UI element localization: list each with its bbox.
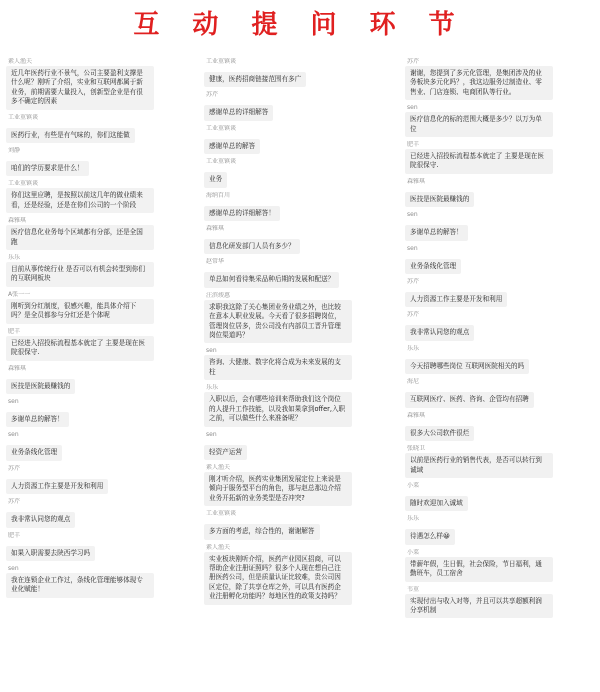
message-bubble: 互联网医疗、医药、咨询、企管均有招聘 (405, 392, 534, 407)
message-username: 小菜 (407, 481, 420, 489)
message-username: 工业重镇谈 (206, 158, 237, 166)
chat-message (405, 141, 591, 174)
chat-message (405, 104, 591, 137)
message-username: 韦重 (407, 585, 420, 593)
message-bubble: 已经进入招投标流程基本就定了 主要是现在医院很保守. (405, 149, 553, 174)
message-username: 乐乐 (407, 515, 420, 523)
chat-message (204, 510, 390, 539)
message-bubble: 已经进入招投标流程基本就定了 主要是现在医院很保守. (6, 336, 154, 361)
message-bubble: 我非常认同您的观点 (6, 512, 75, 527)
chat-message (6, 217, 192, 250)
message-bubble: 入职以后，会有哪些培训来帮助我们这个岗位的人提升工作技能，以及我如果拿到offer,入职之前，可以做些什么来准备呢？ (204, 392, 352, 426)
message-bubble: 多方面的考虑，综合性的，谢谢解答 (204, 524, 320, 539)
message-username: 森雅琪 (8, 217, 27, 225)
message-bubble: 多谢单总的解答！ (405, 225, 468, 240)
chat-message (6, 365, 192, 394)
message-username: 森雅琪 (407, 177, 426, 185)
message-bubble: 医技是医院最赚钱的 (405, 192, 474, 207)
message-bubble: 近几年医药行业不景气，公司主要盈利支撑是什么呢？刚听了介绍，实业和互联网都属于新业务，前期需要大量投入，创新型企业是有很多不确定的因素 (6, 66, 154, 110)
chat-message (6, 114, 192, 143)
message-username: sen (8, 564, 19, 572)
message-username: 工业重镇谈 (206, 124, 237, 132)
chat-message (405, 58, 591, 100)
chat-message (6, 58, 192, 110)
page-title: 互 动 提 问 环 节 (133, 10, 467, 40)
message-bubble: 今天招聘哪些岗位 互联网医院相关的吗 (405, 359, 529, 374)
message-bubble: 感谢单总的解答 (204, 139, 260, 154)
chat-message (204, 544, 390, 605)
message-bubble: 谢谢，您提到了多元化管理，是集团涉及的业务板块多元化吗？，我这边服务过制造业、零售业、门店连锁、电商团队等行业。 (405, 66, 553, 100)
message-username: 素人渔夫 (8, 58, 33, 65)
message-bubble: 人力资源工作主要是开发和利用 (405, 292, 507, 307)
message-username: 乐乐 (8, 254, 21, 262)
chat-message (405, 482, 591, 511)
chat-message (405, 445, 591, 478)
message-username: 苏芹 (407, 58, 420, 65)
message-username: 肥羊 (8, 531, 21, 539)
chat-message (405, 412, 591, 441)
message-bubble: 健康，医药招商链接范围有多广 (204, 72, 306, 87)
message-username: sen (8, 431, 19, 439)
chat-message (6, 254, 192, 287)
message-bubble: 信息化研发部门人员有多少？ (204, 239, 300, 254)
message-bubble: 刚听到分红制度，很感兴趣，能具体介绍下吗？是全员都参与分红还是个体呢 (6, 299, 154, 324)
message-bubble: 医药行业，有些是有气味的，你们这能做 (6, 128, 135, 143)
message-bubble: 医疗信息化的标的范围大概是多少？以万为单位 (405, 112, 553, 137)
chat-message (405, 345, 591, 374)
chat-column-middle[interactable] (204, 58, 390, 609)
chat-message (204, 225, 390, 254)
chat-message (405, 311, 591, 340)
chat-message (204, 91, 390, 120)
message-bubble: 我在连锁企业工作过，条线化管理能够体现专业化赋能！ (6, 573, 154, 598)
message-username: 苏芹 (8, 464, 21, 472)
chat-message (6, 328, 192, 361)
message-bubble: 业务 (204, 172, 227, 187)
chat-message (6, 565, 192, 598)
message-username: 小菜 (407, 548, 420, 556)
message-bubble: 带薪年假，生日假，社会保险，节日福利，通勤班车，员工宿舍 (405, 557, 553, 582)
message-bubble: 医疗信息化业务每个区域都有分部，还是全国跑 (6, 225, 154, 250)
message-bubble: 刚才听介绍，医药实业集团发展定位上来说是倾向于服务型平台的角色，那与赵总那边介绍业务开拓新的业务类型是否冲突? (204, 472, 352, 506)
chat-message (6, 532, 192, 561)
message-bubble: 很多大公司软件很烂 (405, 426, 474, 441)
message-username: 素人渔夫 (206, 463, 231, 471)
chat-message (6, 291, 192, 324)
message-bubble: 单总如何看待集采品种后期的发展和配送？ (204, 272, 339, 287)
message-username: 赵常华 (206, 258, 225, 266)
chat-message (6, 431, 192, 460)
message-bubble: 随时欢迎加入诚域 (405, 496, 468, 511)
message-bubble: 轻资产运营 (204, 445, 247, 460)
chat-message (204, 292, 390, 344)
message-username: 森雅琪 (206, 225, 225, 233)
message-username: sen (206, 430, 217, 438)
message-bubble: 感谢单总的详细解答！ (204, 206, 280, 221)
message-username: 苏芹 (407, 311, 420, 319)
message-username: 刘静 (8, 147, 21, 155)
message-bubble: 多谢单总的解答！ (6, 412, 69, 427)
chat-message (204, 384, 390, 426)
message-username: 工业重镇谈 (206, 510, 237, 518)
message-username: 肥羊 (8, 327, 21, 335)
message-username: 肥羊 (407, 141, 420, 149)
message-username: 工业重镇谈 (8, 113, 39, 121)
message-username: sen (407, 104, 418, 112)
chat-message (204, 158, 390, 187)
message-bubble: 你们这里应聘，是按照以前这几年的做业绩来看，还是经验，还是在你们公司的一个阶段 (6, 188, 154, 213)
chat-message (204, 58, 390, 87)
message-bubble: 如果入职需要去陕西学习吗 (6, 546, 95, 561)
message-bubble: 目前从事传统行业 是否可以有机会转型到你们的互联网板块 (6, 262, 154, 287)
message-username: 乐乐 (407, 344, 420, 352)
chat-message (204, 258, 390, 287)
message-username: 苏芹 (206, 91, 219, 99)
chat-message (405, 245, 591, 274)
chat-message (405, 378, 591, 407)
chat-message (204, 192, 390, 221)
message-bubble: 医技是医院最赚钱的 (6, 379, 75, 394)
chat-column-left[interactable] (6, 58, 192, 602)
chat-message (204, 125, 390, 154)
message-username: 汪滨竣惠 (206, 291, 231, 299)
chat-message (6, 498, 192, 527)
chat-column-right[interactable] (405, 58, 591, 622)
message-bubble: 我非常认同您的观点 (405, 325, 474, 340)
chat-message (6, 147, 192, 176)
chat-message (405, 178, 591, 207)
chat-message (405, 549, 591, 582)
message-username: 苏芹 (8, 498, 21, 506)
message-bubble: 人力资源工作主要是开发和利用 (6, 479, 108, 494)
message-username: sen (407, 211, 418, 219)
message-username: 海尼 (407, 378, 420, 386)
message-bubble: 业务条线化管理 (405, 259, 461, 274)
message-username: sen (8, 397, 19, 405)
message-username: 海纳百川 (206, 191, 231, 199)
message-bubble: 实业板块刚听介绍，医药产业园区招商，可以帮助企业注册证照吗？很多个人现在想自己注册医药公司，但是质量认证比较难，贵公司因区定位，除了共享仓库之外，可以具有医药企业注册孵化功能吗？每地区性的政策支持吗？ (204, 552, 352, 605)
message-username: 乐乐 (206, 384, 219, 392)
message-username: sen (206, 347, 217, 355)
chat-message (204, 431, 390, 460)
message-bubble: 以前是医药行业的销售代表，是否可以转行到诚域 (405, 453, 553, 478)
chat-message (204, 464, 390, 506)
message-bubble: 实现付出与收入对等，并且可以共享超额利润分享机制 (405, 594, 553, 619)
chat-message (405, 211, 591, 240)
message-username: sen (407, 244, 418, 252)
chat-message (405, 586, 591, 619)
message-bubble: 咨询、大健康、数字化将合成为未来发展的支柱 (204, 355, 352, 380)
message-username: 森雅琪 (8, 364, 27, 372)
message-username: 森雅琪 (407, 411, 426, 419)
message-bubble: 业务条线化管理 (6, 445, 62, 460)
chat-message (405, 278, 591, 307)
message-bubble: 咱们的学历要求是什么！ (6, 161, 89, 176)
message-username: 工业重镇谈 (8, 180, 39, 188)
chat-message (6, 465, 192, 494)
message-username: A张一一 (8, 290, 31, 298)
message-username: 张晓卫 (407, 445, 426, 453)
chat-message (405, 515, 591, 544)
chat-message (204, 347, 390, 380)
message-username: 工业重镇谈 (206, 58, 237, 65)
message-username: 素人渔夫 (206, 543, 231, 551)
message-username: 苏芹 (407, 278, 420, 286)
message-bubble: 感谢单总的详细解答 (204, 105, 273, 120)
message-bubble: 求职我这除了关心集团业务业绩之外，也比较在意本人职业发展。今天看了很多招聘岗位，管理岗位居多，贵公司没有内部员工晋升管理岗位渠道吗？ (204, 300, 352, 344)
message-bubble: 待遇怎么样😀 (405, 529, 455, 544)
chat-message (6, 180, 192, 213)
chat-message (6, 398, 192, 427)
